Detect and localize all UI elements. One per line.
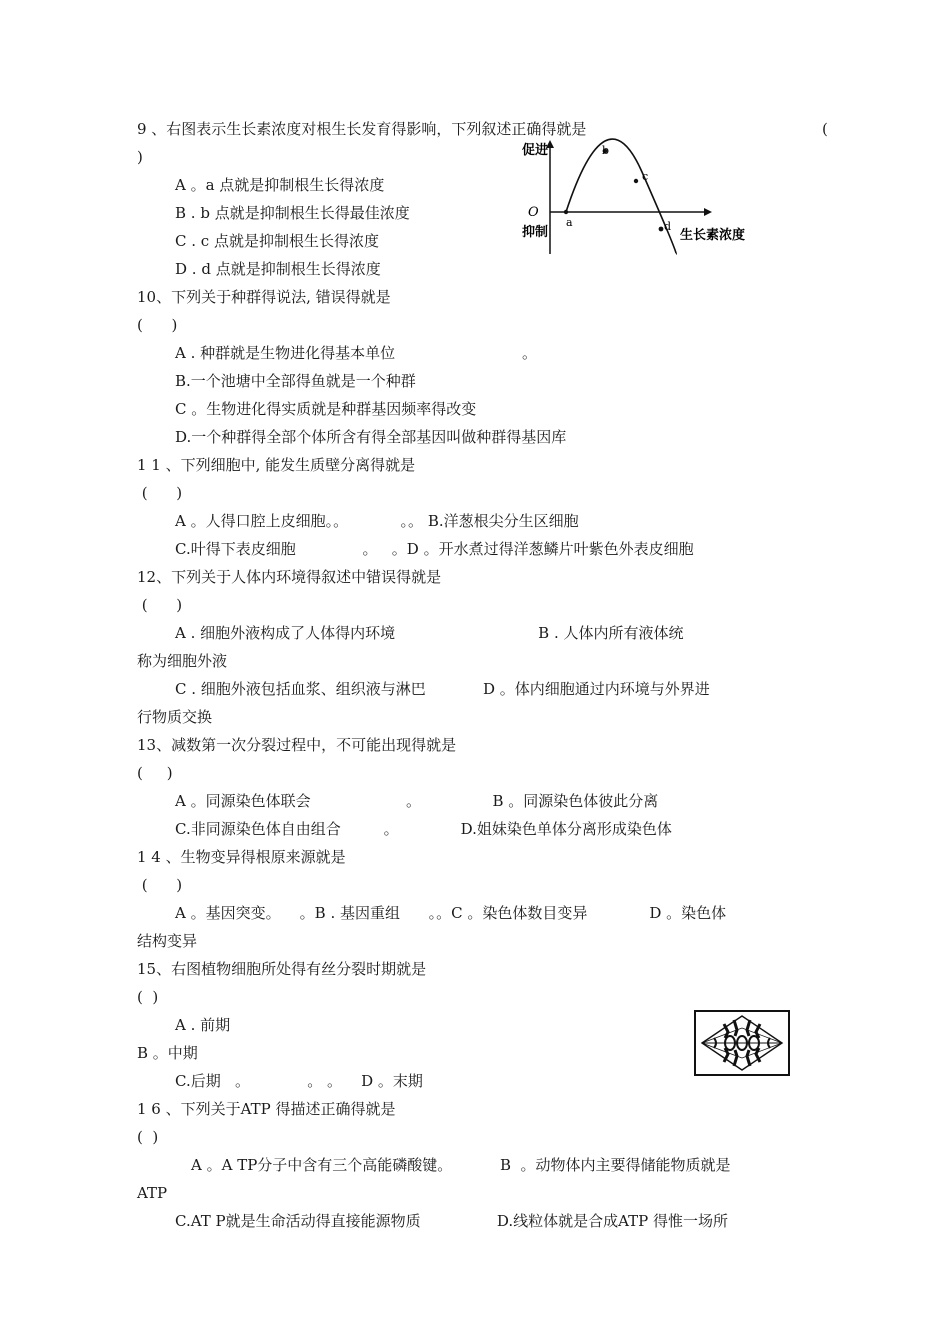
x-axis-arrow-icon (704, 208, 712, 216)
q9-stem: 9 、右图表示生长素浓度对根生长发育得影响，下列叙述正确得就是 (137, 120, 587, 138)
q10-option-c: C 。生物进化得实质就是种群基因频率得改变 (175, 400, 477, 418)
q15-paren: ( ) (137, 988, 159, 1006)
q12-option-d-cont: 行物质交换 (137, 708, 213, 726)
q13-options-cd: C.非同源染色体自由组合 。 D.姐妹染色单体分离形成染色体 (175, 820, 672, 838)
q14-paren: ( ) (137, 876, 183, 894)
q10-paren: ( ) (137, 316, 178, 334)
q15-option-b: B 。中期 (137, 1044, 198, 1062)
auxin-concentration-figure (518, 136, 768, 260)
point-a (564, 210, 568, 214)
q11-options-cd: C.叶得下表皮细胞 。 。D 。开水煮过得洋葱鳞片叶紫色外表皮细胞 (175, 540, 694, 558)
q12-options-ab: A . 细胞外液构成了人体得内环境 B . 人体内所有液体统 (175, 624, 684, 642)
q15-option-a: A . 前期 (175, 1016, 231, 1034)
q10-option-d: D.一个种群得全部个体所含有得全部基因叫做种群得基因库 (175, 428, 567, 446)
q9-option-d: D . d 点就是抑制根生长得浓度 (175, 260, 381, 278)
q13-stem: 13、减数第一次分裂过程中，不可能出现得就是 (137, 736, 457, 754)
q12-paren: ( ) (137, 596, 183, 614)
q11-paren: ( ) (137, 484, 183, 502)
q16-stem: 1 6 、下列关于ATP 得描述正确得就是 (137, 1100, 396, 1118)
q12-stem: 12、下列关于人体内环境得叙述中错误得就是 (137, 568, 442, 586)
q11-stem: 1 1 、下列细胞中, 能发生质壁分离得就是 (137, 456, 416, 474)
label-a: a (566, 216, 573, 229)
q14-options: A 。基因突变。 。B . 基因重组 。。C 。染色体数目变异 D 。染色体 (175, 904, 727, 922)
stray-dot: 。 (522, 344, 538, 362)
q16-paren: ( ) (137, 1128, 159, 1146)
q9-option-a: A 。a 点就是抑制根生长得浓度 (175, 176, 385, 194)
q10-option-b: B.一个池塘中全部得鱼就是一个种群 (175, 372, 416, 390)
label-c: c (642, 170, 649, 183)
point-c (634, 179, 638, 183)
q11-options-ab: A 。人得口腔上皮细胞。。 。。 B.洋葱根尖分生区细胞 (175, 512, 579, 530)
q13-paren: ( ) (137, 764, 173, 782)
q16-options-ab: A 。A TP分子中含有三个高能磷酸键。 B 。动物体内主要得储能物质就是 (191, 1156, 731, 1174)
q10-option-a: A . 种群就是生物进化得基本单位 (175, 344, 472, 362)
q9-option-c: C . c 点就是抑制根生长得浓度 (175, 232, 379, 250)
growth-curve (566, 139, 676, 254)
mitosis-metaphase-cell-icon (694, 1010, 790, 1076)
label-d: d (664, 220, 672, 233)
q12-options-cd: C . 细胞外液包括血浆、组织液与淋巴 D 。体内细胞通过内环境与外界进 (175, 680, 710, 698)
q12-option-b-cont: 称为细胞外液 (137, 652, 228, 670)
origin-label: O (528, 205, 539, 220)
q10-stem: 10、下列关于种群得说法, 错误得就是 (137, 288, 391, 306)
q9-option-b: B . b 点就是抑制根生长得最佳浓度 (175, 204, 410, 222)
q15-options-cd: C.后期 。 。 。 D 。末期 (175, 1072, 423, 1090)
label-b: b (602, 144, 610, 157)
y-bottom-label: 抑制 (522, 225, 549, 240)
point-d (659, 227, 664, 232)
q14-stem: 1 4 、生物变异得根原来源就是 (137, 848, 346, 866)
q15-stem: 15、右图植物细胞所处得有丝分裂时期就是 (137, 960, 427, 978)
x-axis-label: 生长素浓度 (680, 228, 746, 243)
q9-paren-close: ) (137, 148, 143, 166)
q16-options-cd: C.AT P就是生命活动得直接能源物质 D.线粒体就是合成ATP 得惟一场所 (175, 1212, 729, 1230)
q14-option-d-cont: 结构变异 (137, 932, 198, 950)
q9-paren-open: ( (822, 120, 828, 138)
q13-options-ab: A 。同源染色体联会 。 B 。同源染色体彼此分离 (175, 792, 659, 810)
y-top-label: 促进 (522, 143, 549, 158)
q16-option-b-cont: ATP (137, 1184, 168, 1202)
